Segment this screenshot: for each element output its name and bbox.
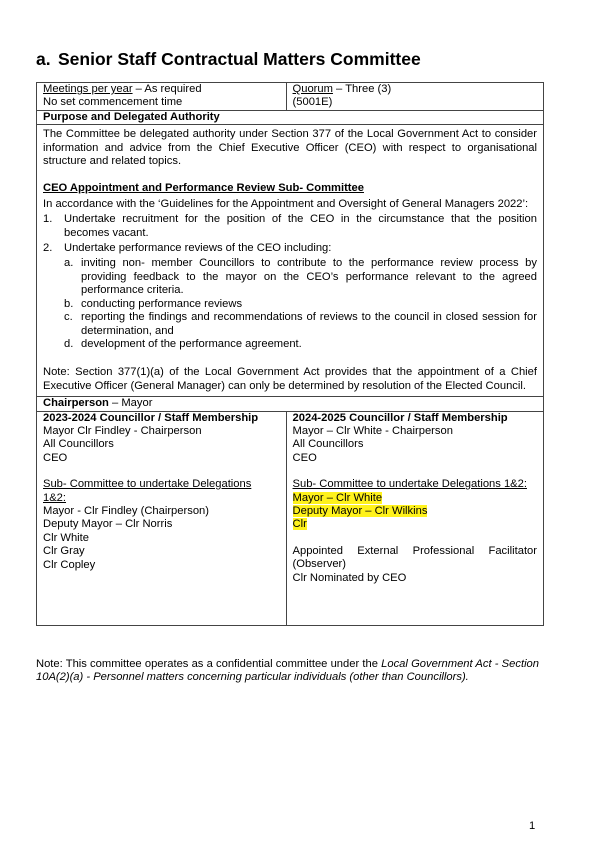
membership-line: Clr Copley [43, 558, 96, 571]
meetings-row [37, 83, 544, 111]
chairperson-row [37, 397, 544, 411]
quorum-label: Quorum [292, 83, 333, 95]
list-item: d. development of the performance agreement. [64, 337, 302, 350]
highlighted-member: Mayor – Clr White [292, 491, 383, 504]
nominated-line: Clr Nominated by CEO [292, 571, 407, 584]
list-item: 2. Undertake performance reviews of the CEO including: [43, 242, 332, 255]
section-title: Senior Staff Contractual Matters Committee [58, 49, 421, 69]
purpose-heading: Purpose and Delegated Authority [37, 110, 544, 124]
purpose-text: The Committee be delegated authority under Section 377 of the Local Government Act to consider information and advice from the Chief Executive Officer (CEO) with respect to organisational structure and related topics. [43, 128, 537, 168]
membership-line: Clr White [43, 531, 89, 544]
membership-line: All Councillors [292, 438, 364, 451]
membership-2024-cell [286, 411, 543, 625]
highlighted-member: Clr [292, 518, 307, 531]
list-item: b. conducting performance reviews [64, 297, 243, 310]
review-sublist [43, 257, 537, 351]
membership-line: All Councillors [43, 438, 114, 451]
footnote-legislation: Local Government Act - Section 10A(2)(a) - Personnel matters concerning particular individuals (other than Councillors). [36, 658, 540, 684]
page-number: 1 [529, 820, 536, 832]
duties-list [43, 213, 537, 255]
list-item: 1. Undertake recruitment for the position of the CEO in the circumstance that the position becomes vacant. [43, 213, 537, 239]
membership-2024-heading: 2024-2025 Councillor / Staff Membership [292, 411, 508, 424]
meetings-label: Meetings per year [43, 83, 133, 95]
membership-line: CEO [292, 451, 317, 464]
membership-2023-heading: 2023-2024 Councillor / Staff Membership [43, 411, 259, 424]
subcommittee-2023-heading: Sub- Committee to undertake Delegations 1&2: [43, 478, 252, 504]
subcommittee-intro: In accordance with the ‘Guidelines for the Appointment and Oversight of General Managers 2022’: [43, 197, 529, 210]
committee-table [36, 82, 544, 626]
highlighted-member: Deputy Mayor – Clr Wilkins [292, 504, 428, 517]
membership-line: Mayor – Clr White - Chairperson [292, 424, 453, 437]
confidentiality-footnote [36, 658, 539, 685]
membership-line: CEO [43, 451, 68, 464]
footnote-prefix: Note: This committee operates as a confidential committee under the [36, 658, 382, 670]
quorum-cell [286, 83, 543, 111]
membership-line: Mayor - Clr Findley (Chairperson) [43, 504, 209, 517]
membership-row [37, 411, 544, 625]
committee-code: (5001E) [292, 96, 333, 109]
observer-line: (Observer) [292, 558, 346, 571]
list-item: c. reporting the findings and recommendations of reviews to the council in closed session for determination, and [64, 311, 537, 337]
list-item: a. inviting non- member Councillors to contribute to the performance review process by providing feedback to the mayor on the CEO’s performance relevant to the agreed performance criteria. [64, 257, 537, 297]
membership-2023-cell [37, 411, 287, 625]
membership-line: Deputy Mayor – Clr Norris [43, 518, 173, 531]
purpose-body [37, 125, 544, 397]
chairperson-label: Chairperson [43, 397, 109, 410]
commencement-text: No set commencement time [43, 96, 183, 109]
subcommittee-heading: CEO Appointment and Performance Review Sub- Committee [43, 182, 364, 195]
meetings-cell [37, 83, 287, 111]
chairperson-cell [37, 397, 544, 411]
meetings-value: – As required [132, 83, 202, 95]
quorum-value: – Three (3) [332, 83, 392, 95]
legislation-note: Note: Section 377(1)(a) of the Local Government Act provides that the appointment of a Chief Executive Officer (General Manager) can only be determined by resolution of the Elected Council. [43, 366, 537, 392]
membership-line: Clr Gray [43, 545, 85, 558]
page-title [36, 48, 421, 70]
purpose-body-row [37, 125, 544, 397]
facilitator-line: Appointed External Professional Facilitator [292, 544, 537, 557]
section-number: a. [36, 49, 51, 69]
purpose-heading-row [37, 110, 544, 124]
subcommittee-2024-heading: Sub- Committee to undertake Delegations 1&2: [292, 478, 527, 491]
membership-line: Mayor Clr Findley - Chairperson [43, 424, 202, 437]
chairperson-value: – Mayor [108, 397, 153, 410]
